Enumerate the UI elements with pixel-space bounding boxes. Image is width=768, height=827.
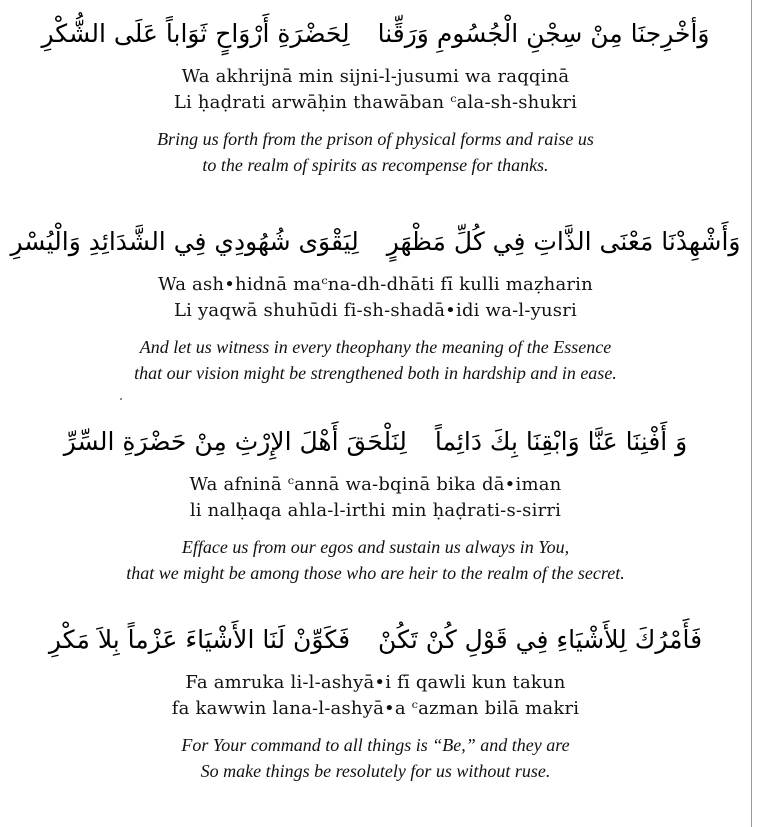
page-edge-line	[751, 0, 752, 827]
stanza-3	[0, 422, 751, 586]
translation-line: Efface us from our egos and sustain us always in You,	[181, 537, 570, 557]
arabic-hemistich-first: وَأخْرِجنَا مِنْ سِجْنِ الْجُسُومِ وَرَقِّنا	[377, 19, 710, 48]
arabic-hemistich-first: وَ أَفْنِنَا عَنَّا وَابْقِنَا بِكَ دَائِماً	[434, 427, 688, 456]
scan-speck	[120, 398, 122, 400]
transliteration-line: fa kawwin lana-l-ashyā•a ᶜazman bilā makri	[171, 698, 580, 719]
transliteration-line: Li yaqwā shuhūdi fi-sh-shadā•idi wa-l-yusri	[174, 300, 577, 321]
transliteration-line: Wa akhrijnā min sijni-l-jusumi wa raqqinā	[181, 66, 570, 87]
arabic-verse	[0, 422, 751, 462]
translation-line: And let us witness in every theophany the meaning of the Essence	[139, 337, 612, 357]
arabic-hemistich-first: وَأَشْهِدْنَا مَعْنَى الذَّاتِ فِي كُلِّ مَظْهَرٍ	[386, 227, 741, 256]
transliteration-line: li nalḥaqa ahla-l-irthi min ḥaḍrati-s-sirri	[189, 500, 562, 521]
arabic-hemistich-second: لِيَقْوَى شُهُودِي فِي الشَّدَائِدِ وَالْيُسْرِ	[10, 227, 359, 256]
translation-line: that our vision might be strengthened both in hardship and in ease.	[134, 363, 617, 383]
translation-line: that we might be among those who are heir to the realm of the secret.	[126, 563, 625, 583]
arabic-verse	[0, 222, 751, 262]
stanza-2	[0, 222, 751, 386]
translation-line: For Your command to all things is “Be,” and they are	[181, 735, 570, 755]
arabic-verse	[0, 620, 751, 660]
transliteration-line: Wa ash•hidnā maᶜna-dh-dhāti fī kulli maẓharin	[158, 274, 593, 295]
stanza-4	[0, 620, 751, 784]
transliteration-line: Wa afninā ᶜannā wa-bqinā bika dā•iman	[189, 474, 562, 495]
translation-line: Bring us forth from the prison of physical forms and raise us	[157, 129, 594, 149]
arabic-hemistich-second: لِنَلْحَقَ أَهْلَ الإِرْثِ مِنْ حَضْرَةِ السِّرِّ	[63, 427, 407, 456]
arabic-hemistich-second: فَكَوِّنْ لَنَا الأَشْيَاءَ عَزْماً بِلاَ مَكْرِ	[48, 625, 351, 654]
arabic-verse	[0, 14, 751, 54]
transliteration-line: Li ḥaḍrati arwāḥin thawāban ᶜala-sh-shukri	[173, 92, 578, 113]
translation-line: So make things be resolutely for us without ruse.	[200, 761, 551, 781]
arabic-hemistich-first: فَأَمْرُكَ لِلأَشْيَاءِ فِي قَوْلِ كُنْ تَكُنْ	[378, 625, 703, 654]
stanza-1	[0, 14, 751, 178]
arabic-hemistich-second: لِحَضْرَةِ أَرْوَاحٍ ثَوَاباً عَلَى الشُّكْرِ	[41, 19, 350, 48]
translation-line: to the realm of spirits as recompense for thanks.	[202, 155, 549, 175]
transliteration-line: Fa amruka li-l-ashyā•i fī qawli kun takun	[185, 672, 566, 693]
